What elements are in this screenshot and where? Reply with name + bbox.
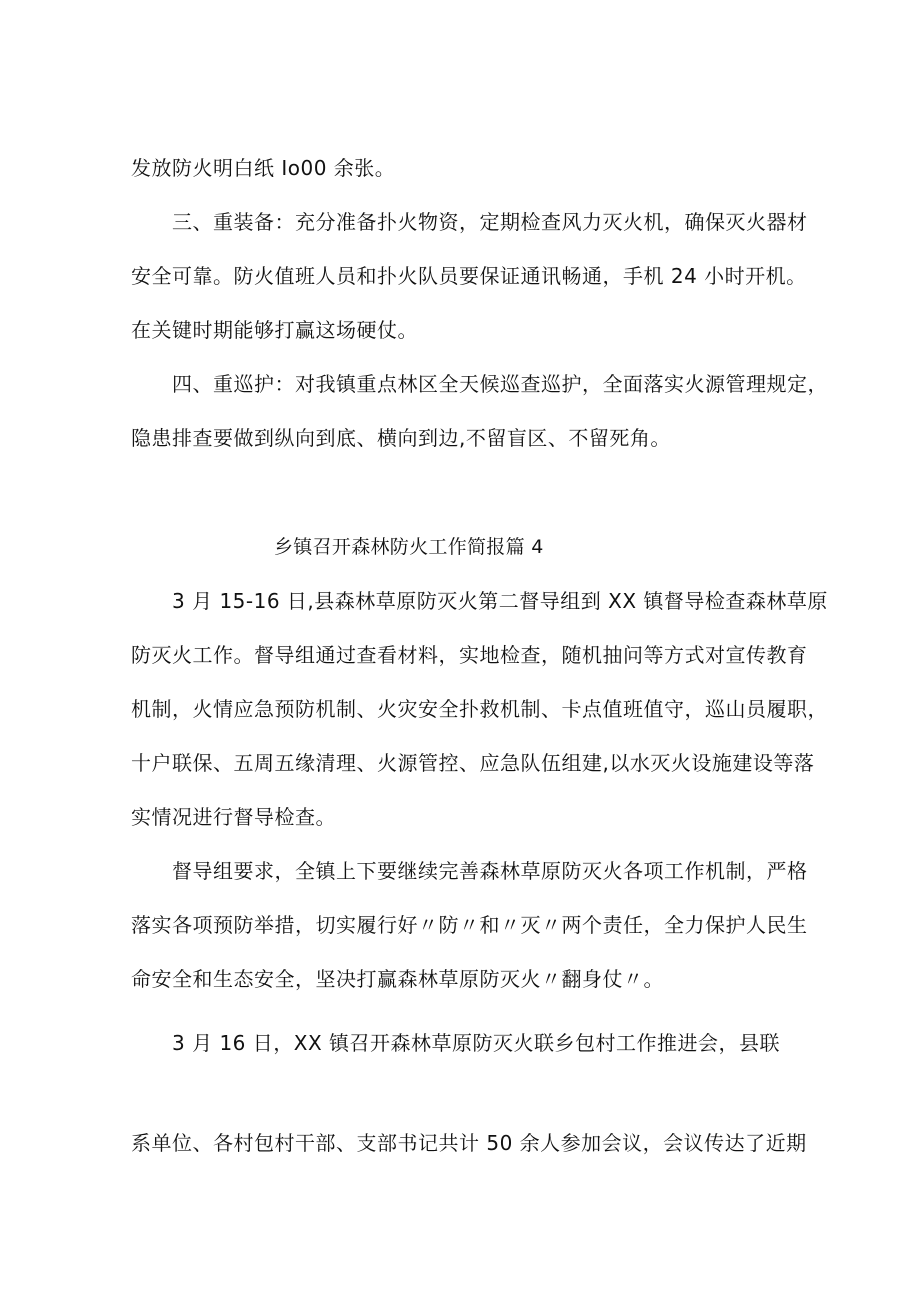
paragraph-line: 在关键时期能够打赢这场硬仗。 <box>131 318 418 342</box>
paragraph-line: 安全可靠。防火值班人员和扑火队员要保证通讯畅通，手机 24 小时开机。 <box>131 264 807 288</box>
paragraph-line: 落实各项预防举措，切实履行好〃防〃和〃灭〃两个责任，全力保护人民生 <box>131 913 808 937</box>
paragraph-line: 3 月 16 日，XX 镇召开森林草原防灭火联乡包村工作推进会，县联 <box>172 1031 781 1055</box>
paragraph-line: 四、重巡护：对我镇重点林区全天候巡查巡护，全面落实火源管理规定， <box>172 372 828 396</box>
paragraph-line: 发放防火明白纸 Io00 余张。 <box>131 156 396 180</box>
paragraph-line: 十户联保、五周五缘清理、火源管控、应急队伍组建,以水灭火设施建设等落 <box>131 751 815 775</box>
paragraph-line: 隐患排查要做到纵向到底、横向到边,不留盲区、不留死角。 <box>131 426 671 450</box>
paragraph-line: 防灭火工作。督导组通过查看材料，实地检查，随机抽问等方式对宣传教育 <box>131 643 808 667</box>
paragraph-line: 机制，火情应急预防机制、火灾安全扑救机制、卡点值班值守，巡山员履职， <box>131 697 828 721</box>
paragraph-line: 三、重装备：充分准备扑火物资，定期检查风力灭火机，确保灭火器材 <box>172 210 808 234</box>
paragraph-line: 督导组要求，全镇上下要继续完善森林草原防灭火各项工作机制，严格 <box>172 859 808 883</box>
paragraph-line: 3 月 15-16 日,县森林草原防灭火第二督导组到 XX 镇督导检查森林草原 <box>172 589 828 613</box>
paragraph-line: 实情况进行督导检查。 <box>131 805 336 829</box>
section-heading: 乡镇召开森林防火工作简报篇 4 <box>274 536 544 558</box>
paragraph-line: 系单位、各村包村干部、支部书记共计 50 余人参加会议，会议传达了近期 <box>131 1131 807 1155</box>
paragraph-line: 命安全和生态安全，坚决打赢森林草原防灭火〃翻身仗〃。 <box>131 967 664 991</box>
